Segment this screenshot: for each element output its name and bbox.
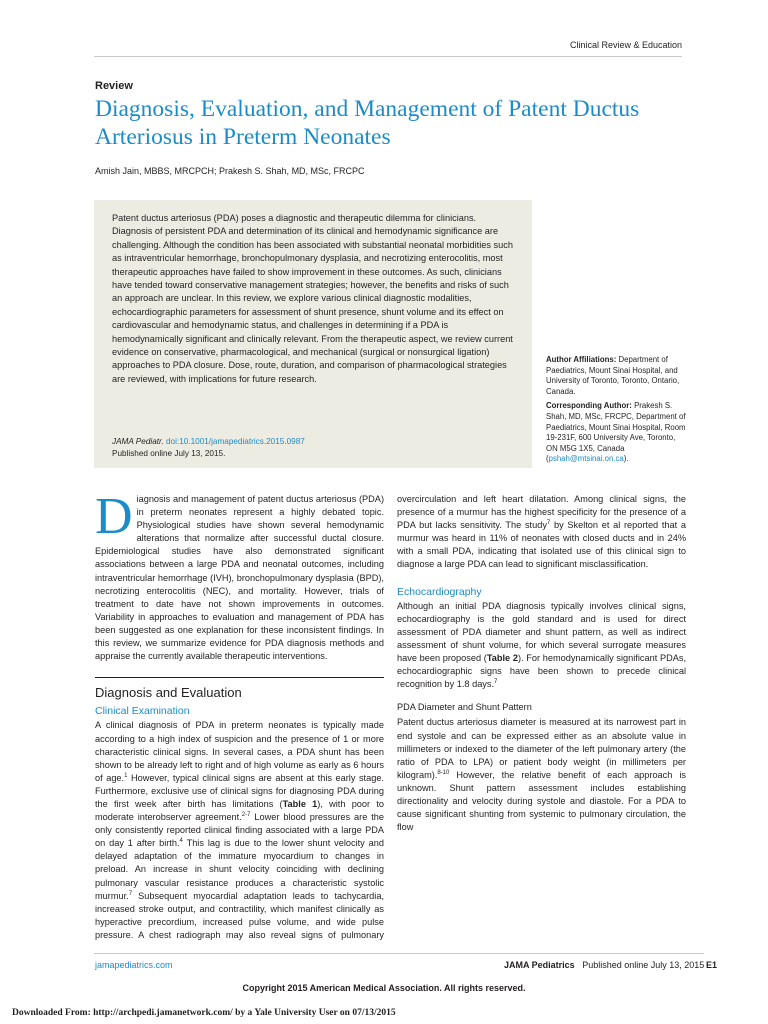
- citation-published: Published online July 13, 2015.: [112, 448, 226, 458]
- page-number: E1: [706, 960, 718, 970]
- citation: [112, 436, 514, 459]
- author-list: Amish Jain, MBBS, MRCPCH; Prakesh S. Shah, MD, MSc, FRCPC: [95, 166, 365, 176]
- pda-paragraph: Patent ductus arteriosus diameter is measured at its narrowest part in end systole and can be expressed either as an absolute value in millimeters or indexed to the diameter of the left pulmonary artery (the ratio of PDA to LPA) or patient body weight (in millimeters per kilogram).$^{8-10}$ However, the relative benefit of each approach is unknown. Shunt pattern assessment includes establishing directionality and velocity during systole and diastole. For a PDA to cause significant shunting from systemic to pulmonary circulation, the flow: [397, 717, 686, 833]
- table-1-ref[interactable]: Table 1: [282, 798, 318, 809]
- drop-cap: D: [95, 488, 133, 545]
- intro-text: iagnosis and management of patent ductus arteriosus (PDA) in preterm neonates represent a highly debated topic. Physiological studies have shown several hemodynamic alterations that normalize after successful ductal closure. Epidemiological studies have also demonstrated significant associations between a large PDA and neonatal outcomes, including intraventricular hemorrhage (IVH), bronchopulmonary dysplasia (BPD), necrotizing enterocolitis (NEC), and mortality. However, trials of treatment to date have not shown improvements in outcomes. Variability in approaches to evaluation and management of PDA has been suggested as one explanation for these inconsistent findings. In this review, we summarize evidence for PDA diagnosis methods and appraise the currently available therapeutic interventions.: [95, 494, 384, 662]
- author-affiliations: Author Affiliations: Department of Paediatrics, Mount Sinai Hospital, and University of Toronto, Toronto, Ontario, Canada. Corresponding Author: Prakesh S. Shah, MD, MSc, FRCPC, Department of Paediatrics, Mount Sinai Hospital, Room 19-231F, 600 University Ave, Toronto, ON M5G 1X5, Canada (pshah@mtsinai.on.ca).: [546, 355, 686, 464]
- footer-rule: [94, 953, 704, 954]
- abstract-text: Patent ductus arteriosus (PDA) poses a diagnostic and therapeutic dilemma for clinicians. Diagnosis of persistent PDA and determination of its clinical and hemodynamic significance are challenging. Although the condition has been associated with substantial neonatal morbidities such as intraventricular hemorrhage, bronchopulmonary dysplasia, and necrotizing enterocolitis, most therapeutic approaches have failed to show improvement in these outcomes. As such, clinicians have tended toward conservative management strategies; however, the benefits and risks of such an approach are unclear. In this review, we explore various clinical diagnostic modalities, echocardiographic parameters for assessment of shunt presence, shunt volume and its effect on cardiovascular and hemodynamic status, and challenges in determining if a PDA is hemodynamically significant and clinically relevant. From the therapeutic aspect, we review current evidence on conservative, pharmacological, and mechanical (surgical or nonsurgical ligation) approaches to PDA closure. Dose, route, duration, and comparison of pharmacological strategies are reviewed, with implications for future research.: [112, 213, 513, 384]
- body-column-left: [95, 488, 686, 945]
- heading-echocardiography: Echocardiography: [397, 585, 482, 598]
- header-rule: [94, 56, 682, 57]
- section-label: Clinical Review & Education: [569, 40, 682, 50]
- article-title: Diagnosis, Evaluation, and Management of Patent Ductus Arteriosus in Preterm Neonates: [95, 96, 640, 150]
- intro-paragraph: [95, 488, 384, 663]
- article-type: Review: [95, 80, 133, 92]
- corresponding-author-label: Corresponding Author:: [546, 401, 632, 411]
- download-notice: Downloaded From: http://archpedi.jamanetwork.com/ by a Yale University User on 07/13/2015: [12, 1008, 396, 1018]
- clinical-exam-paragraph: A clinical diagnosis of PDA in preterm neonates is typically made according to a high index of suspicion and the presence of 1 or more characteristic clinical signs. In several cases, a PDA shunt has been shown to be already left to right and of high volume as early as 6 hours of age.$^1$ However, typical clinical signs are absent at this early stage. Furthermore, exclusive use of clinical signs for diagnosing PDA during the first week after birth has limitations (Table 1), with poor to moderate interobserver agreement.$^{2-7}$ Lower blood pressures are the only consistently reported clinical finding associated with a large PDA on day 1 after birth.$^4$ This lag is due to the lower shunt velocity and delayed adaptation of the immature myocardium to changes in preload. An increase in shunt velocity coinciding with declining pulmonary vascular resistance produces a characteristic systolic murmur.$^7$ Subsequent myocardial adaptation leads to tachycardia, increased stroke output, and contractility, which manifest clinically as hyperactive precordium, increased pulse volume, and wide pulse pressure. A chest radiograph may also reveal signs of pulmonary overcirculation and left heart dilatation. Among clinical signs, the presence of a murmur has the highest specificity for the presence of a PDA but lacks sensitivity. The study$^7$ by Skelton et al reported that a murmur was heard in 11% of neonates with closed ducts and in 24% with a small PDA, indicating that isolated use of this clinical sign to diagnose a large PDA can lead to significant misclassification.: [95, 494, 686, 940]
- corresponding-author-text: Prakesh S. Shah, MD, MSc, FRCPC, Department of Paediatrics, Mount Sinai Hospital, Room 19-231F, 600 University Ave, Toronto, ON M5G 1X5, Canada: [546, 401, 686, 453]
- author-email-link[interactable]: pshah@mtsinai.on.ca: [548, 454, 624, 464]
- affiliations-text: Department of Paediatrics, Mount Sinai Hospital, and University of Toronto, Toronto, Ontario, Canada.: [546, 355, 680, 396]
- footer-journal: JAMA Pediatrics Published online July 13, 2015: [504, 960, 705, 970]
- echo-paragraph: Although an initial PDA diagnosis typically involves clinical signs, echocardiography is the gold standard and is used for direct assessment of PDA diameter and shunt pattern, as well as indirect assessment of shunt volume, for which several surrogate measures have been proposed (Table 2). For hemodynamically significant PDAs, echocardiographic signs have been shown to precede clinical recognition by 1.8 days.$^7$: [397, 600, 686, 690]
- heading-pda-diameter: PDA Diameter and Shunt Pattern: [397, 702, 532, 713]
- affiliations-label: Author Affiliations:: [546, 355, 617, 364]
- copyright-notice: Copyright 2015 American Medical Association. All rights reserved.: [242, 983, 526, 993]
- heading-clinical-examination: Clinical Examination: [95, 705, 190, 718]
- table-2-ref[interactable]: Table 2: [486, 653, 518, 664]
- heading-diagnosis-evaluation: Diagnosis and Evaluation: [95, 677, 384, 699]
- citation-journal: JAMA Pediatr.: [112, 437, 164, 446]
- citation-doi-link[interactable]: doi:10.1001/jamapediatrics.2015.0987: [166, 437, 305, 446]
- footer-url-link[interactable]: jamapediatrics.com: [95, 960, 173, 970]
